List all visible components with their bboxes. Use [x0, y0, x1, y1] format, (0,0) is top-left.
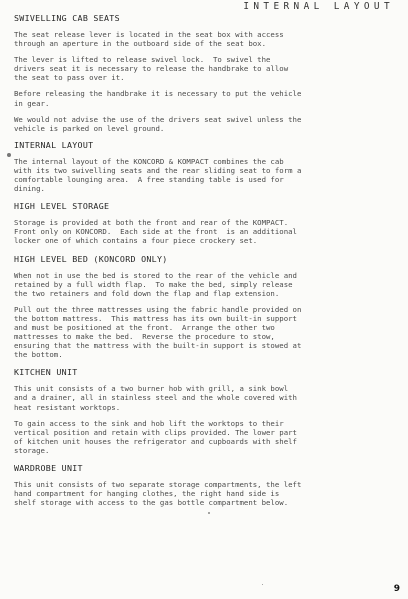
- section-heading-internal-layout: INTERNAL LAYOUT: [14, 139, 94, 150]
- paragraph: The lever is lifted to release swivel lock. To swivel the drivers seat it is necessary to release the handbrake to allow the seat to pass over it.: [14, 55, 289, 83]
- paragraph: This unit consists of two separate storage compartments, the left hand compartment for hanging clothes, the right hand side is shelf storage with access to the gas bottle compartment below.: [14, 480, 302, 508]
- paragraph: Storage is provided at both the front and rear of the KOMPACT. Front only on KONCORD. Each side at the front is an additional locker one of which contains a four piece crockery set.: [14, 218, 297, 246]
- paragraph: Pull out the three mattresses using the fabric handle provided on the bottom mattress. This mattress has its own built-in support and must be positioned at the front. Arrange the other two mattresses to make the bed. Reverse the procedure to stow, ensuring that the mattress with the built-in support is stowed at the bottom.: [14, 304, 302, 360]
- paragraph: When not in use the bed is stored to the rear of the vehicle and retained by a full width flap. To make the bed, simply release the two retainers and fold down the flap and flap extension.: [14, 270, 297, 298]
- scan-speck: [7, 153, 11, 157]
- scan-speck: [262, 584, 263, 585]
- section-heading-high-level-storage: HIGH LEVEL STORAGE: [14, 201, 110, 212]
- section-heading-swivelling-cab-seats: SWIVELLING CAB SEATS: [14, 13, 120, 23]
- section-heading-high-level-bed: HIGH LEVEL BED (KONCORD ONLY): [14, 253, 168, 264]
- paragraph: To gain access to the sink and hob lift the worktops to their vertical position and retain with clips provided. The lower part of kitchen unit houses the refrigerator and cupboards with shelf storage.: [14, 418, 297, 455]
- page-number: 9: [393, 584, 400, 594]
- section-heading-kitchen-unit: KITCHEN UNIT: [14, 367, 78, 378]
- page-content: [14, 13, 400, 507]
- paragraph: The internal layout of the KONCORD & KOMPACT combines the cab with its two swivelling seats and the rear sliding seat to form a comfortable lounging area. A free standing table is used for dining.: [14, 156, 302, 194]
- paragraph: The seat release lever is located in the seat box with access through an aperture in the outboard side of the seat box.: [14, 30, 284, 49]
- running-header: INTERNAL LAYOUT: [243, 1, 394, 12]
- scan-speck: [208, 512, 210, 514]
- paragraph: We would not advise the use of the drivers seat swivel unless the vehicle is parked on level ground.: [14, 114, 302, 133]
- section-heading-wardrobe-unit: WARDROBE UNIT: [14, 463, 83, 473]
- paragraph: This unit consists of a two burner hob with grill, a sink bowl and a drainer, all in stainless steel and the whole covered with heat resistant worktops.: [14, 384, 297, 412]
- paragraph: Before releasing the handbrake it is necessary to put the vehicle in gear.: [14, 89, 302, 108]
